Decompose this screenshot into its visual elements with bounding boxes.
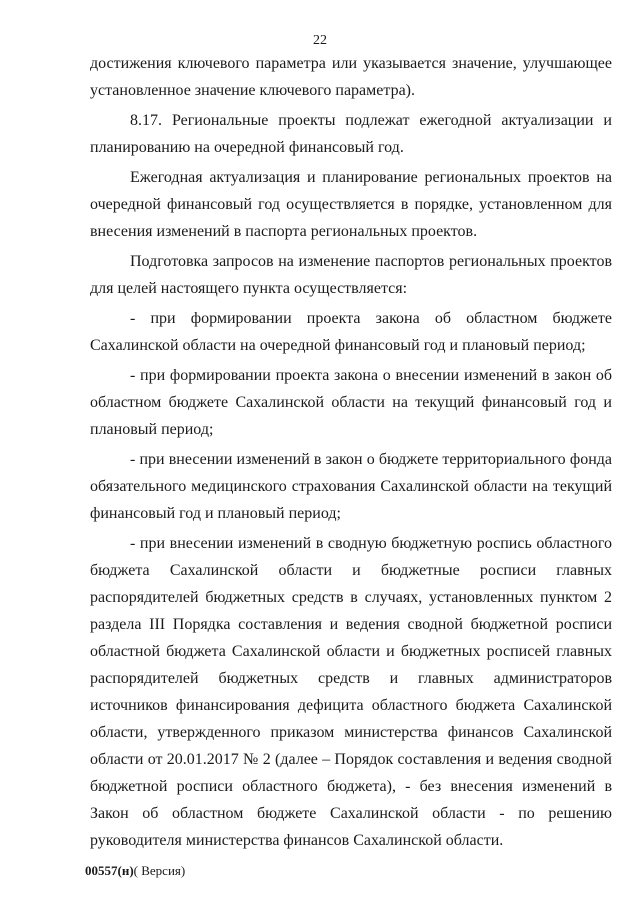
list-item: - при внесении изменений в сводную бюджетную роспись областного бюджета Сахалинской области и бюджетные росписи главных распорядителей бюджетных средств в случаях, установленных пунктом 2 раздела III Порядка составления и ведения сводной бюджетной росписи областной бюджета Сахалинской области и бюджетных росписей главных распорядителей бюджетных средств и главных администраторов источников финансирования дефицита областного бюджета Сахалинской области, утвержденного приказом министерства финансов Сахалинской области от 20.01.2017 № 2 (далее – Порядок составления и ведения сводной бюджетной росписи областного бюджета), - без внесения изменений в Закон об областном бюджете Сахалинской области - по решению руководителя министерства финансов Сахалинской области. — [90, 535, 612, 849]
paragraph-annual-update: Ежегодная актуализация и планирование региональных проектов на очередной финансовый год осуществляется в порядке, установленном для внесения изменений в паспорта региональных проектов. — [90, 169, 612, 240]
footer-doc-code — [85, 863, 185, 879]
list-item: - при внесении изменений в закон о бюджете территориального фонда обязательного медицинского страхования Сахалинской области на текущий финансовый год и плановый период; — [90, 451, 612, 522]
list-item: - при формировании проекта закона об областном бюджете Сахалинской области на очередной финансовый год и плановый период; — [90, 310, 612, 354]
page-number: 22 — [313, 33, 327, 48]
doc-code: 00557(н) — [85, 863, 134, 878]
list-item: - при формировании проекта закона о внесении изменений в закон об областном бюджете Сахалинской области на текущий финансовый год и плановый период; — [90, 367, 612, 438]
version-label: ( Версия) — [133, 863, 186, 878]
document-body — [90, 50, 612, 854]
paragraph-requests-preparation: Подготовка запросов на изменение паспортов региональных проектов для целей настоящего пункта осуществляется: — [90, 253, 612, 297]
paragraph-continuation: достижения ключевого параметра или указывается значение, улучшающее установленное значение ключевого параметра). — [90, 55, 612, 99]
paragraph-8-17: 8.17. Региональные проекты подлежат ежегодной актуализации и планированию на очередной финансовый год. — [90, 112, 612, 156]
